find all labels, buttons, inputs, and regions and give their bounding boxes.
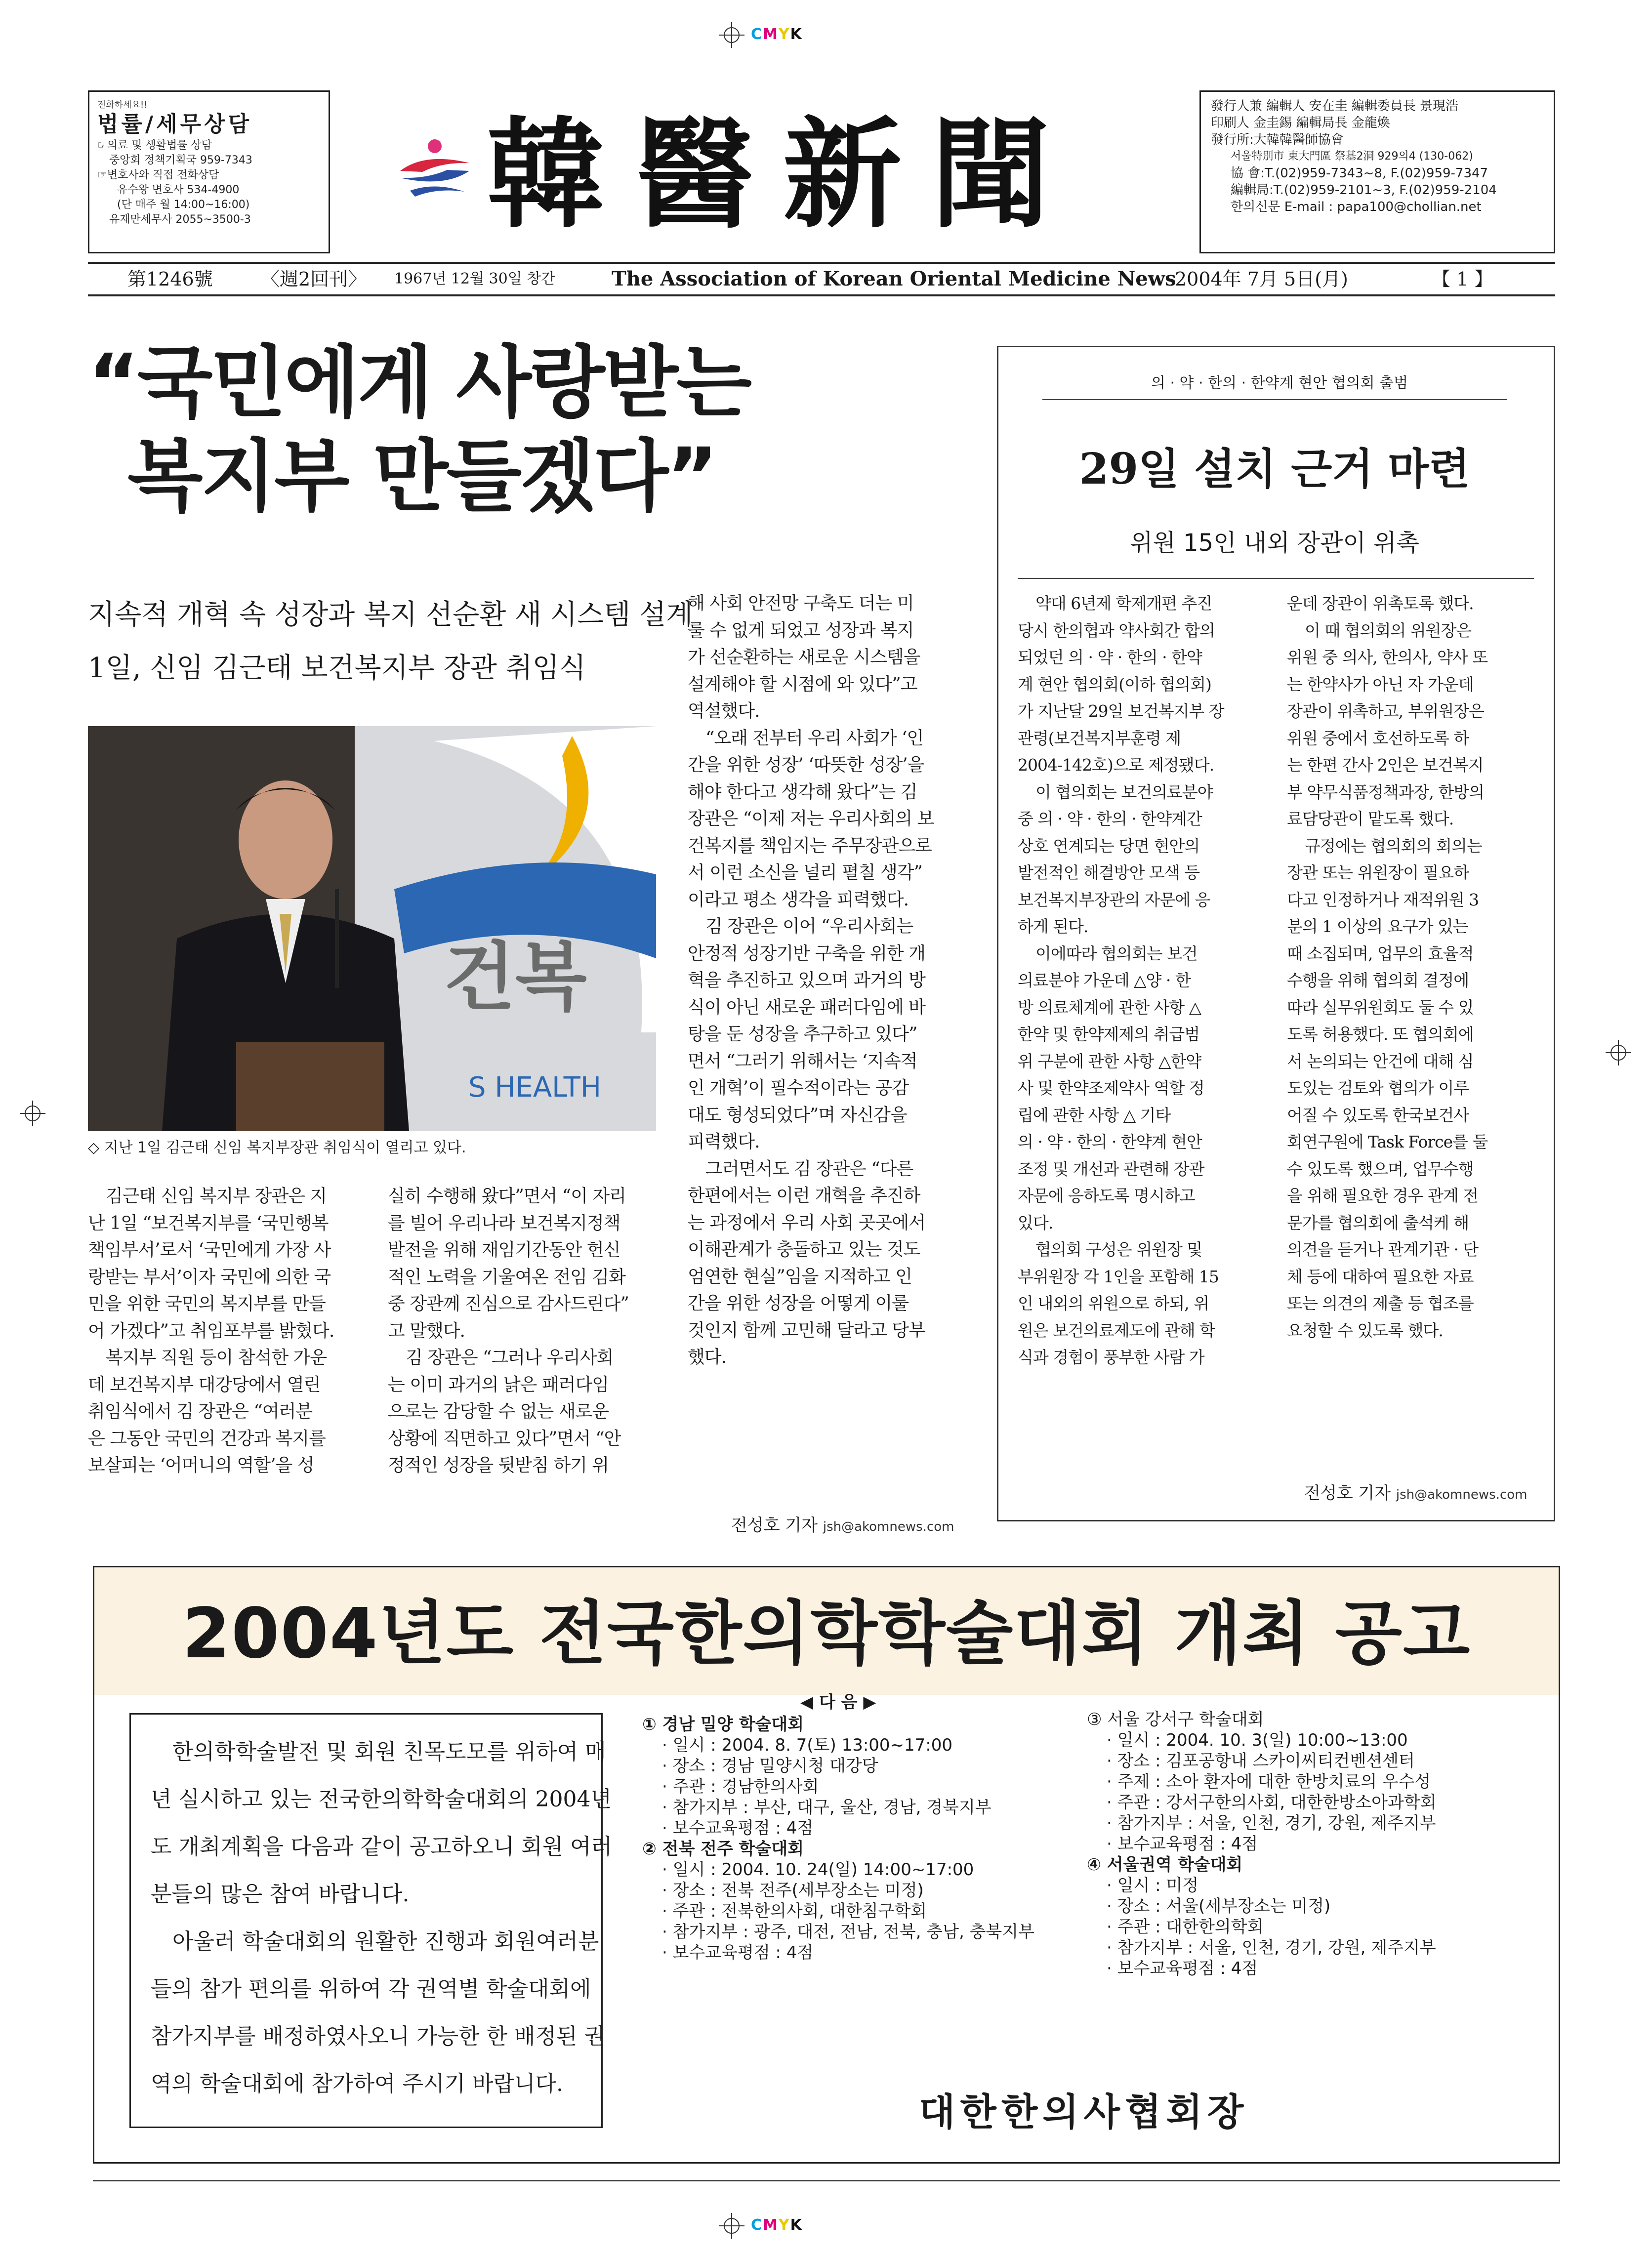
consult-call-text: 전화하세요!! [97, 100, 148, 110]
event-item: · 보수교육평점 : 4점 [1107, 1959, 1258, 1978]
consult-line: 유재만세무사 2055~3500-3 [109, 213, 251, 226]
text-line: 한의학학술발전 및 회원 친목도모를 위하여 매 [172, 1739, 606, 1764]
text-line: 사 및 한약조제약사 역할 정 [1018, 1078, 1204, 1098]
publisher-line: 編輯局:T.(02)959-2101~3, F.(02)959-2104 [1231, 183, 1497, 198]
event-item: · 장소 : 김포공항내 스카이씨티컨벤션센터 [1107, 1751, 1415, 1771]
byline-email: jsh@akomnews.com [823, 1519, 954, 1534]
side-byline [1304, 1479, 1527, 1504]
text-line: 는 한약사가 아닌 자 가운데 [1287, 674, 1474, 694]
publisher-line: 發行所:大韓韓醫師協會 [1211, 132, 1344, 147]
text-line: 는 한편 간사 2인은 보건복지 [1287, 755, 1484, 775]
event-item: · 보수교육평점 : 4점 [662, 1943, 814, 1963]
divider [1018, 578, 1534, 579]
text-line: 인 개혁’이 필수적이라는 공감 [688, 1078, 909, 1098]
main-headline [88, 336, 977, 524]
text-line: 이에따라 협의회는 보건 [1035, 943, 1198, 963]
event-item: · 보수교육평점 : 4점 [1107, 1834, 1258, 1854]
text-line: 가 지난달 29일 보건복지부 장 [1018, 701, 1224, 721]
text-line: 부 약무식품정책과장, 한방의 [1287, 782, 1485, 802]
text-line: 어 가겠다”고 취임포부를 밝혔다. [88, 1320, 334, 1341]
text-line: 민을 위한 국민의 복지부를 만들 [88, 1294, 326, 1314]
event-item: · 참가지부 : 광주, 대전, 전남, 전북, 충남, 충북지부 [662, 1922, 1034, 1942]
text-line: 요청할 수 있도록 했다. [1287, 1320, 1443, 1340]
text-line: 되었던 의 · 약 · 한의 · 한약 [1018, 648, 1202, 667]
text-line: 료담당관이 맡도록 했다. [1287, 809, 1454, 828]
text-line: 때 소집되며, 업무의 효율적 [1287, 943, 1474, 963]
text-line: 위원 중에서 호선하도록 하 [1287, 728, 1469, 748]
consult-line: (단 매주 월 14:00~16:00) [117, 199, 250, 211]
text-line: 서 논의되는 안건에 대해 심 [1287, 1051, 1474, 1071]
text-line: 엄연한 현실”임을 지적하고 인 [688, 1266, 912, 1287]
text-line: 보건복지부장관의 자문에 응 [1018, 890, 1210, 909]
event-item: · 주관 : 경남한의사회 [662, 1777, 819, 1797]
issue-number: 第1246號 [127, 268, 213, 290]
page-number: 【 1 】 [1432, 268, 1493, 290]
text-line: 는 과정에서 우리 사회 곳곳에서 [688, 1212, 925, 1233]
text-line: 회연구원에 Task Force를 둘 [1287, 1132, 1488, 1151]
text-line: 면서 “그러기 위해서는 ‘지속적 [688, 1051, 917, 1071]
notice-signature: 대한한의사협회장 [919, 2090, 1249, 2134]
text-line: 역의 학술대회에 참가하여 주시기 바랍니다. [151, 2071, 564, 2096]
text-line: 문가를 협의회에 출석케 해 [1287, 1213, 1469, 1232]
text-line: 중 의 · 약 · 한의 · 한약계간 [1018, 809, 1202, 828]
text-line: 상호 연계되는 당면 현안의 [1018, 836, 1200, 856]
text-line: 있다. [1018, 1213, 1053, 1232]
text-line: 정적인 성장을 뒷받침 하기 위 [388, 1455, 609, 1475]
text-line: 관령(보건복지부훈령 제 [1018, 728, 1181, 748]
text-line: 자문에 응하도록 명시하고 [1018, 1186, 1195, 1205]
text-line: 랑받는 부서’이자 국민에 의한 국 [88, 1267, 331, 1287]
text-line: 식과 경험이 풍부한 사람 가 [1018, 1348, 1204, 1367]
text-line: 것인지 함께 고민해 달라고 당부 [688, 1320, 925, 1341]
text-line: 년 실시하고 있는 전국한의학학술대회의 2004년 [151, 1787, 612, 1812]
minister-photo [88, 726, 656, 1131]
text-line: 당시 한의협과 약사회간 합의 [1018, 620, 1215, 640]
text-line: 도 개최계획을 다음과 같이 공고하오니 회원 여러 [151, 1834, 612, 1859]
association-logo-icon [395, 132, 474, 206]
text-line: 의 · 약 · 한의 · 한약계 현안 [1018, 1132, 1202, 1151]
text-line: 한약 및 한약제제의 취급범 [1018, 1025, 1200, 1044]
text-line: 이라고 평소 생각을 피력했다. [688, 889, 909, 910]
text-line: 분의 1 이상의 요구가 있는 [1287, 917, 1468, 936]
text-line: 건복지를 책임지는 주무장관으로 [688, 835, 932, 856]
cmyk-mark-top: CMYK [751, 26, 803, 43]
main-subhead: 지속적 개혁 속 성장과 복지 선순환 새 시스템 설계 [88, 599, 693, 631]
event-heading: ③ 서울 강서구 학술대회 [1087, 1710, 1264, 1729]
text-line: 원은 보건의료제도에 관해 학 [1018, 1320, 1215, 1340]
text-line: 발전적인 해결방안 모색 등 [1018, 863, 1200, 882]
text-line: 중 장관께 진심으로 감사드린다” [388, 1294, 629, 1314]
text-line: 한편에서는 이런 개혁을 추진하 [688, 1186, 920, 1206]
event-item: · 보수교육평점 : 4점 [662, 1818, 814, 1838]
event-item: · 일시 : 2004. 8. 7(토) 13:00~17:00 [662, 1735, 953, 1755]
publisher-line: 發行人兼 編輯人 安在圭 編輯委員長 景現浩 [1211, 99, 1459, 114]
text-line: 하게 된다. [1018, 917, 1088, 936]
side-article-tag: 의 · 약 · 한의 · 한약계 현안 협의회 출범 [1151, 374, 1408, 392]
text-line: 발전을 위해 재임기간동안 헌신 [388, 1240, 620, 1260]
text-line: 은 그동안 국민의 건강과 복지를 [88, 1428, 326, 1449]
english-title: The Association of Korean Oriental Medicine News [612, 267, 1176, 290]
divider [1042, 399, 1507, 400]
text-line: 장관 또는 위원장이 필요하 [1287, 863, 1469, 882]
event-item: · 주제 : 소아 환자에 대한 한방치료의 우수성 [1107, 1772, 1431, 1792]
event-item: · 일시 : 2004. 10. 24(일) 14:00~17:00 [662, 1860, 974, 1880]
consult-line: ☞의료 및 생활법률 상담 [97, 139, 212, 152]
publisher-info-box [1199, 90, 1555, 253]
event-item: · 주관 : 강서구한의사회, 대한한방소아과학회 [1107, 1793, 1437, 1812]
main-article-col1 [88, 1183, 365, 1479]
main-article-col2 [388, 1183, 664, 1479]
byline-name: 전성호 기자 [1304, 1483, 1391, 1503]
text-line: 2004-142호)으로 제정됐다. [1018, 755, 1214, 775]
text-line: 취임식에서 김 장관은 “여러분 [88, 1401, 313, 1422]
text-line: 도록 허용했다. 또 협의회에 [1287, 1025, 1474, 1044]
text-line: 그러면서도 김 장관은 “다른 [705, 1158, 913, 1179]
byline-name: 전성호 기자 [731, 1516, 818, 1535]
text-line: 복지부 직원 등이 참석한 가운 [106, 1348, 327, 1368]
bottom-rule [93, 2180, 1560, 2181]
headline-line: 복지부 만들겠다” [127, 431, 716, 522]
text-line: 장관이 위촉하고, 부위원장은 [1287, 701, 1485, 721]
issue-frequency: 〈週2回刊〉 [261, 268, 367, 290]
svg-text:S HEALTH: S HEALTH [468, 1071, 601, 1104]
cmyk-mark-bottom: CMYK [751, 2216, 803, 2234]
text-line: 다고 인정하거나 재적위원 3 [1287, 890, 1479, 909]
text-line: 의견을 듣거나 관계기관 · 단 [1287, 1240, 1479, 1259]
event-item: · 주관 : 대한한의학회 [1107, 1917, 1264, 1937]
legal-tax-consult-box [88, 90, 330, 253]
side-article-title: 29일 설치 근거 마련 [1079, 444, 1470, 494]
text-line: 이 협의회는 보건의료분야 [1035, 782, 1213, 802]
notice-title: 2004년도 전국한의학학술대회 개최 공고 [182, 1594, 1471, 1674]
event-item: · 주관 : 전북한의사회, 대한침구학회 [662, 1901, 927, 1921]
text-line: 피력했다. [688, 1132, 760, 1152]
text-line: 약대 6년제 학제개편 추진 [1035, 594, 1212, 613]
issue-date: 2004年 7月 5日(月) [1175, 268, 1348, 290]
text-line: 립에 관한 사항 △ 기타 [1018, 1105, 1171, 1125]
text-line: 어질 수 있도록 한국보건사 [1287, 1105, 1469, 1125]
text-line: 방 의료체계에 관한 사항 △ [1018, 997, 1201, 1017]
text-line: 데 보건복지부 대강당에서 열린 [88, 1374, 321, 1395]
next-label: ◀ 다 음 ▶ [800, 1692, 876, 1712]
text-line: 탕을 둔 성장을 추구하고 있다” [688, 1024, 917, 1044]
event-item: · 장소 : 서울(세부장소는 미정) [1107, 1896, 1331, 1916]
text-line: 협의회 구성은 위원장 및 [1035, 1240, 1202, 1259]
consult-title: 법률/세무상담 [97, 112, 252, 137]
registration-mark-top [719, 22, 744, 48]
text-line: 규정에는 협의회의 회의는 [1305, 836, 1482, 856]
headline-line: “국민에게 사랑받는 [88, 337, 750, 428]
text-line: 도있는 검토와 협의가 이루 [1287, 1078, 1469, 1098]
text-line: 는 이미 과거의 낡은 패러다임 [388, 1374, 609, 1395]
byline-email: jsh@akomnews.com [1396, 1487, 1528, 1502]
event-heading: ① 경남 밀양 학술대회 [642, 1715, 804, 1734]
event-item: · 참가지부 : 서울, 인천, 경기, 강원, 제주지부 [1107, 1938, 1436, 1958]
photo-caption: ◇ 지난 1일 김근태 신임 복지부장관 취임식이 열리고 있다. [88, 1139, 466, 1156]
text-line: 분들의 많은 참여 바랍니다. [151, 1882, 410, 1907]
text-line: 이 때 협의회의 위원장은 [1305, 620, 1472, 640]
event-item: · 참가지부 : 부산, 대구, 울산, 경남, 경북지부 [662, 1798, 991, 1817]
text-line: 김 장관은 “그러나 우리사회 [406, 1348, 614, 1368]
text-line: 대도 형성되었다”며 자신감을 [688, 1105, 907, 1125]
text-line: 보살피는 ‘어머니의 역할’을 성 [88, 1455, 314, 1475]
event-item: · 일시 : 미정 [1107, 1876, 1199, 1895]
registration-mark-right [1606, 1040, 1631, 1066]
registration-mark-left [20, 1101, 45, 1126]
publisher-line: 서울特別市 東大門區 祭基2洞 929의4 (130-062) [1231, 150, 1473, 163]
consult-line: 중앙회 정책기획국 959-7343 [109, 154, 252, 166]
text-line: 운데 장관이 위촉토록 했다. [1287, 594, 1474, 613]
main-subhead: 1일, 신임 김근태 보건복지부 장관 취임식 [88, 652, 586, 684]
newspaper-masthead: 韓醫新聞 [487, 105, 1079, 244]
text-line: 참가지부를 배정하였사오니 가능한 한 배정된 권 [151, 2024, 606, 2049]
text-line: 계 현안 협의회(이하 협의회) [1018, 674, 1211, 694]
svg-text:건복: 건복 [444, 935, 587, 1021]
text-line: 해야 한다고 생각해 왔다”는 김 [688, 781, 917, 802]
event-block-2 [1087, 1709, 1541, 1979]
text-line: 수 있도록 했으며, 업무수행 [1287, 1159, 1474, 1179]
text-line: 했다. [688, 1347, 726, 1367]
dateline-bar [88, 262, 1555, 296]
side-article-col1 [1018, 590, 1265, 1371]
publisher-line: 印刷人 金圭錫 編輯局長 金龍煥 [1211, 116, 1390, 130]
main-byline [731, 1512, 954, 1536]
text-line: 룰 수 없게 되었고 성장과 복지 [688, 620, 914, 641]
text-line: 의료분야 가운데 △양 · 한 [1018, 971, 1191, 990]
text-line: 조정 및 개선과 관련해 장관 [1018, 1159, 1204, 1179]
text-line: 수행을 위해 협의회 결정에 [1287, 971, 1469, 990]
founded-date: 1967년 12월 30일 창간 [394, 270, 556, 287]
event-item: · 장소 : 전북 전주(세부장소는 미정) [662, 1881, 924, 1900]
text-line: 김 장관은 이어 “우리사회는 [705, 916, 913, 937]
text-line: 장관은 “이제 저는 우리사회의 보 [688, 809, 934, 829]
text-line: 김근태 신임 복지부 장관은 지 [106, 1186, 327, 1206]
text-line: 난 1일 “보건복지부를 ‘국민행복 [88, 1213, 329, 1233]
text-line: 체 등에 대하여 필요한 자료 [1287, 1267, 1474, 1286]
text-line: 고 말했다. [388, 1320, 465, 1341]
event-block-1 [642, 1714, 1037, 1963]
event-item: · 일시 : 2004. 10. 3(일) 10:00~13:00 [1107, 1730, 1408, 1750]
text-line: 인 내외의 위원으로 하되, 위 [1018, 1294, 1209, 1313]
text-line: 혁을 추진하고 있으며 과거의 방 [688, 970, 925, 990]
text-line: 상황에 직면하고 있다”면서 “안 [388, 1428, 621, 1449]
main-article-col3 [688, 590, 964, 1371]
text-line: 위 구분에 관한 사항 △한약 [1018, 1051, 1201, 1071]
text-line: 역설했다. [688, 701, 760, 721]
side-article-subtitle: 위원 15인 내외 장관이 위촉 [1130, 529, 1419, 557]
text-line: 부위원장 각 1인을 포함해 15 [1018, 1267, 1219, 1286]
text-line: 식이 아닌 새로운 패러다임에 바 [688, 997, 925, 1018]
text-line: 실히 수행해 왔다”면서 “이 자리 [388, 1186, 626, 1206]
text-line: 위원 중 의사, 한의사, 약사 또 [1287, 648, 1488, 667]
text-line: 간을 위한 성장을 어떻게 이룰 [688, 1293, 909, 1313]
publisher-line: 協 會:T.(02)959-7343~8, F.(02)959-7347 [1231, 166, 1488, 181]
event-item: · 장소 : 경남 밀양시청 대강당 [662, 1756, 878, 1776]
consult-line: 유수왕 변호사 534-4900 [117, 184, 240, 196]
text-line: 들의 참가 편의를 위하여 각 권역별 학술대회에 [151, 1976, 591, 2002]
text-line: 해 사회 안전망 구축도 더는 미 [688, 593, 914, 614]
side-article-col2 [1287, 590, 1539, 1344]
event-heading: ④ 서울권역 학술대회 [1087, 1855, 1243, 1875]
text-line: 안정적 성장기반 구축을 위한 개 [688, 943, 925, 964]
text-line: 적인 노력을 기울여온 전임 김화 [388, 1267, 625, 1287]
text-line: 또는 의견의 제출 등 협조를 [1287, 1294, 1474, 1313]
text-line: 를 빌어 우리나라 보건복지정책 [388, 1213, 620, 1233]
text-line: 으로는 감당할 수 없는 새로운 [388, 1401, 609, 1422]
text-line: 간을 위한 성장’ ‘따뜻한 성장’을 [688, 755, 924, 775]
consult-line: ☞변호사와 직접 전화상담 [97, 169, 219, 181]
text-line: “오래 전부터 우리 사회가 ‘인 [705, 728, 924, 748]
event-heading: ② 전북 전주 학술대회 [642, 1839, 804, 1859]
event-item: · 참가지부 : 서울, 인천, 경기, 강원, 제주지부 [1107, 1813, 1436, 1833]
text-line: 을 위해 필요한 경우 관계 전 [1287, 1186, 1479, 1205]
text-line: 설계해야 할 시점에 와 있다”고 [688, 674, 917, 695]
notice-intro-box [129, 1713, 612, 2128]
text-line: 서 이런 소신을 널리 펼칠 생각” [688, 862, 922, 883]
text-line: 아울러 학술대회의 원활한 진행과 회원여러분 [172, 1929, 599, 1954]
registration-mark-bottom [719, 2213, 744, 2239]
publisher-line: 한의신문 E-mail : papa100@chollian.net [1231, 200, 1482, 214]
text-line: 따라 실무위원회도 둘 수 있 [1287, 997, 1474, 1017]
text-line: 책임부서’로서 ‘국민에게 가장 사 [88, 1240, 331, 1260]
text-line: 가 선순환하는 새로운 시스템을 [688, 647, 920, 667]
text-line: 이해관계가 충돌하고 있는 것도 [688, 1239, 920, 1260]
